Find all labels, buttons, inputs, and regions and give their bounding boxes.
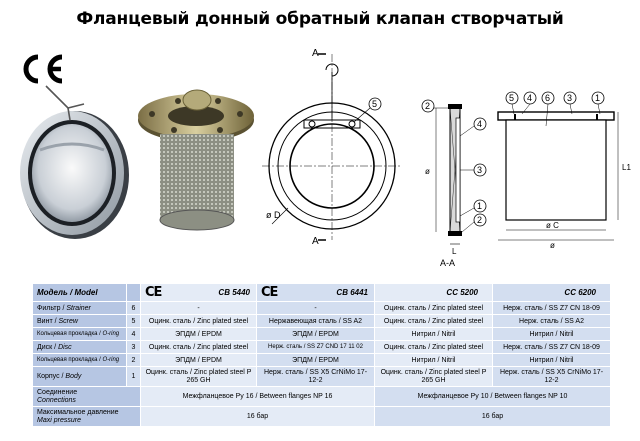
section-mark-top: A: [312, 48, 319, 59]
model-cb5440: CE CB 5440: [141, 284, 257, 302]
foot-valve-strainer-photo: [134, 86, 260, 236]
model-cb6441: CE CB 6441: [257, 284, 375, 302]
strainer-side-drawing: [492, 90, 638, 250]
callout-4-side: 4: [527, 93, 533, 103]
dim-d-label: ø D: [266, 210, 281, 220]
section-view-label: A-A: [440, 258, 456, 268]
dim-l1-label: L1: [622, 163, 631, 172]
wafer-valve-photo: [10, 80, 130, 240]
callout-5-front: 5: [372, 99, 378, 109]
table-row: Винт / Screw 5 Оцинк. сталь / Zinc plated steel Нержавеющая сталь / SS A2 Оцинк. сталь / Zinc plated steel Нерж. сталь / SS A2: [33, 315, 611, 328]
callout-5-side: 5: [509, 93, 515, 103]
section-mark-bottom: A: [312, 236, 319, 247]
model-cc5200: CC 5200: [375, 284, 493, 302]
callout-1-section: 1: [477, 201, 483, 211]
materials-spec-table: [32, 283, 611, 427]
ce-mark-icon: CE: [261, 285, 278, 300]
table-row: Корпус / Body 1 Оцинк. сталь / Zinc plated steel P 265 GH Нерж. сталь / SS X5 CrNiMo 17-12-2 Оцинк. сталь / Zinc plated steel P 265 GH Нерж. сталь / SS X5 CrNiMo 17-12-2: [33, 367, 611, 387]
dim-dia-bottom: ø: [550, 241, 555, 250]
dim-l-label: L: [452, 247, 457, 256]
table-row: Кольцевая прокладка / O-ring 4 ЭПДМ / EPDM ЭПДМ / EPDM Нитрил / Nitril Нитрил / Nitril: [33, 328, 611, 341]
callout-2-bottom: 2: [477, 215, 483, 225]
table-row: Кольцевая прокладка / O-ring 2 ЭПДМ / EPDM ЭПДМ / EPDM Нитрил / Nitril Нитрил / Nitril: [33, 354, 611, 367]
table-header-row: [33, 284, 611, 302]
table-row: Диск / Disc 3 Оцинк. сталь / Zinc plated steel Нерж. сталь / SS Z7 CND 17 11 02 Оцинк. сталь / Zinc plated steel Нерж. сталь / SS Z7 CN 18-09: [33, 341, 611, 354]
dim-dia-label: ø: [425, 167, 430, 176]
model-cc6200: CC 6200: [493, 284, 611, 302]
callout-1-side: 1: [595, 93, 601, 103]
page-title: Фланцевый донный обратный клапан створчатый: [76, 9, 564, 29]
callout-3: 3: [477, 165, 483, 175]
dim-c-label: ø C: [546, 221, 559, 230]
connections-row: Соединение Connections Межфланцевое Ру 16 / Between flanges NP 16 Межфланцевое Ру 10 / Between flanges NP 10: [33, 387, 611, 407]
front-view-drawing: [262, 40, 400, 248]
callout-2-top: 2: [425, 101, 431, 111]
table-row: Фильтр / Strainer 6 - - Оцинк. сталь / Zinc plated steel Нерж. сталь / SS Z7 CN 18-09: [33, 302, 611, 315]
callout-6-side: 6: [545, 93, 551, 103]
model-header: Модель / Model: [33, 284, 127, 302]
callout-4: 4: [477, 119, 483, 129]
pressure-row: Максимальное давление Maxi pressure 16 бар 16 бар: [33, 407, 611, 427]
section-view-drawing: [406, 96, 494, 268]
callout-3-side: 3: [567, 93, 573, 103]
ce-mark-icon: CE: [145, 285, 162, 300]
